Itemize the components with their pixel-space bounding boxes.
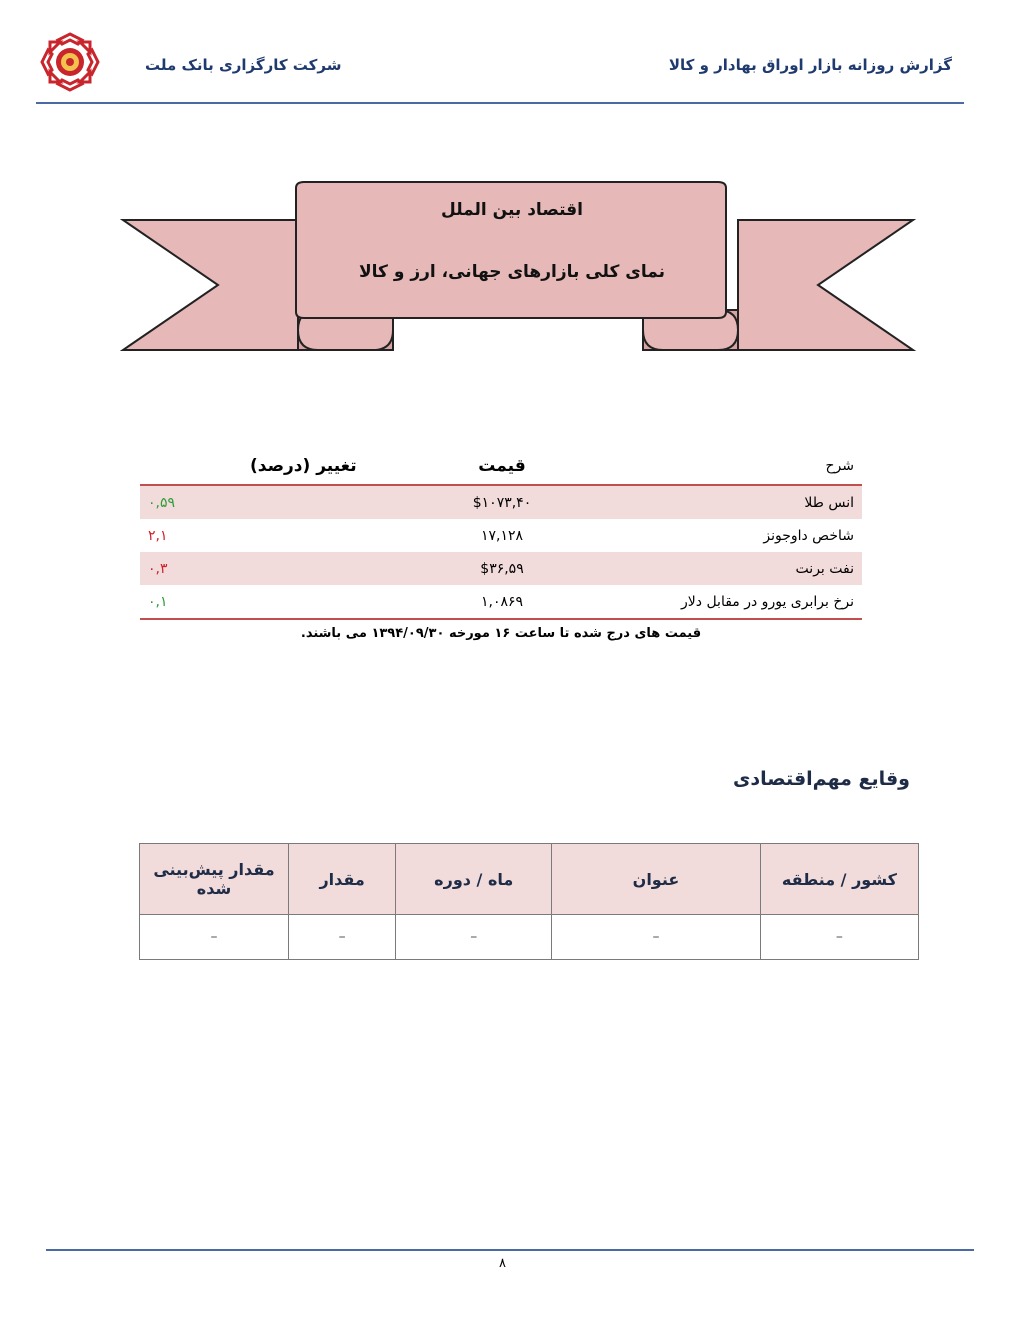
economic-events-table — [139, 843, 919, 960]
bank-mellat-logo-icon — [38, 30, 102, 94]
banner-subheading: نمای کلی بازارهای جهانی، ارز و کالا — [359, 262, 665, 282]
row-description: نفت برنت — [795, 560, 854, 577]
header-actual: مقدار — [288, 844, 395, 915]
header-divider — [36, 102, 964, 104]
cell-period: – — [396, 915, 552, 960]
row-change: ۰,۱ — [148, 593, 168, 610]
table-header — [140, 448, 862, 486]
table-row — [140, 915, 919, 960]
footer-divider — [46, 1249, 974, 1251]
row-change: ۰,۳ — [148, 560, 168, 577]
row-change: ۰,۵۹ — [148, 494, 176, 511]
header-price: قیمت — [478, 456, 526, 476]
prices-footnote: قیمت های درج شده تا ساعت ۱۶ مورخه ۱۳۹۴/۰۹/۳۰ می باشند. — [300, 626, 702, 641]
header-period: ماه / دوره — [396, 844, 552, 915]
events-section-title: وقایع مهم‌اقتصادی — [732, 768, 910, 790]
page-number: ۸ — [499, 1256, 506, 1271]
cell-title: – — [552, 915, 761, 960]
header-title: عنوان — [552, 844, 761, 915]
global-markets-table — [140, 448, 862, 620]
cell-forecast: – — [140, 915, 289, 960]
row-description: شاخص داوجونز — [763, 527, 854, 544]
row-price: ۱,۰۸۶۹ — [480, 593, 524, 610]
row-change: ۲,۱ — [148, 527, 168, 544]
report-title: گزارش روزانه بازار اوراق بهادار و کالا — [668, 56, 952, 74]
row-description: انس طلا — [804, 494, 854, 511]
banner-heading: اقتصاد بین الملل — [441, 200, 583, 220]
table-row — [140, 519, 862, 552]
table-row — [140, 486, 862, 519]
header-change: تغییر (درصد) — [250, 456, 357, 476]
header-country: کشور / منطقه — [760, 844, 918, 915]
row-price: $۱۰۷۳,۴۰ — [472, 494, 532, 511]
table-header-row — [140, 844, 919, 915]
row-price: $۳۶,۵۹ — [480, 560, 524, 577]
company-name: شرکت کارگزاری بانک ملت — [145, 56, 342, 74]
row-price: ۱۷,۱۲۸ — [480, 527, 524, 544]
header-description: شرح — [825, 458, 854, 474]
header-forecast: مقدار پیش‌بینی شده — [140, 844, 289, 915]
table-row — [140, 552, 862, 585]
cell-country: – — [760, 915, 918, 960]
row-description: نرخ برابری یورو در مقابل دلار — [681, 593, 854, 610]
cell-actual: – — [288, 915, 395, 960]
table-row — [140, 585, 862, 620]
